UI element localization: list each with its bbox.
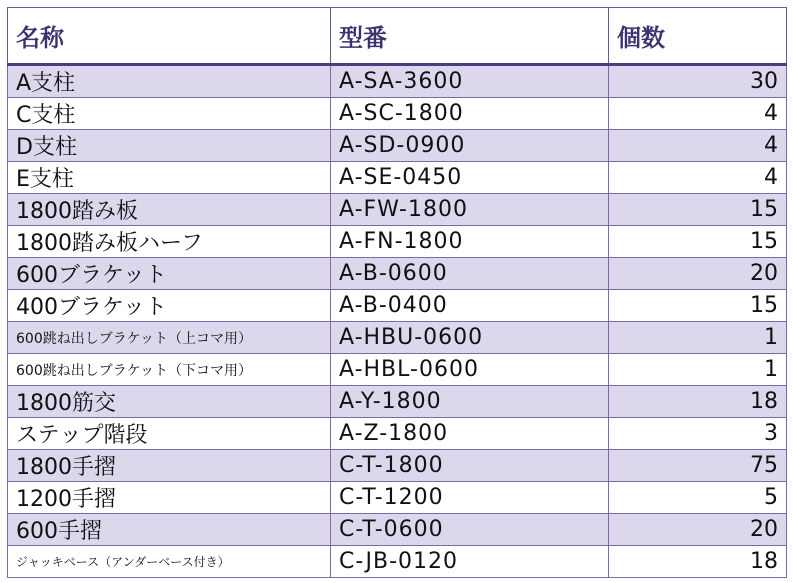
cell-qty: 15	[609, 226, 787, 258]
cell-name: 1800手摺	[8, 450, 331, 482]
cell-model: A-SD-0900	[331, 130, 609, 162]
cell-qty: 20	[609, 514, 787, 546]
cell-qty: 20	[609, 258, 787, 290]
table-row	[8, 65, 787, 98]
cell-model: A-SA-3600	[331, 65, 609, 98]
cell-qty: 18	[609, 386, 787, 418]
header-row	[8, 8, 787, 65]
table-row	[8, 258, 787, 290]
cell-model: A-HBL-0600	[331, 354, 609, 386]
cell-model: C-T-1800	[331, 450, 609, 482]
cell-model: A-Z-1800	[331, 418, 609, 450]
cell-name: 600跳ね出しブラケット（上コマ用）	[8, 322, 331, 354]
cell-name: 1800筋交	[8, 386, 331, 418]
cell-model: A-FN-1800	[331, 226, 609, 258]
cell-name: 400ブラケット	[8, 290, 331, 322]
cell-model: A-SE-0450	[331, 162, 609, 194]
table-row	[8, 194, 787, 226]
table-row	[8, 130, 787, 162]
parts-table	[7, 7, 787, 578]
cell-qty: 18	[609, 546, 787, 578]
table-row	[8, 450, 787, 482]
cell-name: 1200手摺	[8, 482, 331, 514]
table-row	[8, 290, 787, 322]
table-row	[8, 226, 787, 258]
cell-qty: 1	[609, 354, 787, 386]
cell-model: A-B-0400	[331, 290, 609, 322]
cell-name: 1800踏み板ハーフ	[8, 226, 331, 258]
cell-name: 600跳ね出しブラケット（下コマ用）	[8, 354, 331, 386]
cell-qty: 15	[609, 290, 787, 322]
cell-qty: 15	[609, 194, 787, 226]
cell-qty: 4	[609, 162, 787, 194]
cell-name: C支柱	[8, 98, 331, 130]
cell-name: ジャッキベース（アンダーベース付き）	[8, 546, 331, 578]
cell-qty: 4	[609, 98, 787, 130]
cell-model: A-B-0600	[331, 258, 609, 290]
table-row	[8, 354, 787, 386]
cell-name: 600ブラケット	[8, 258, 331, 290]
cell-model: C-T-0600	[331, 514, 609, 546]
table-row	[8, 418, 787, 450]
cell-model: A-HBU-0600	[331, 322, 609, 354]
cell-model: C-T-1200	[331, 482, 609, 514]
cell-name: 1800踏み板	[8, 194, 331, 226]
cell-qty: 4	[609, 130, 787, 162]
cell-qty: 5	[609, 482, 787, 514]
column-header-model: 型番	[331, 8, 609, 65]
table-row	[8, 546, 787, 578]
table-row	[8, 482, 787, 514]
cell-model: C-JB-0120	[331, 546, 609, 578]
column-header-qty: 個数	[609, 8, 787, 65]
cell-model: A-Y-1800	[331, 386, 609, 418]
table-row	[8, 514, 787, 546]
table-row	[8, 322, 787, 354]
cell-name: 600手摺	[8, 514, 331, 546]
cell-qty: 3	[609, 418, 787, 450]
cell-name: ステップ階段	[8, 418, 331, 450]
cell-qty: 75	[609, 450, 787, 482]
cell-model: A-SC-1800	[331, 98, 609, 130]
cell-qty: 30	[609, 65, 787, 98]
cell-name: E支柱	[8, 162, 331, 194]
cell-model: A-FW-1800	[331, 194, 609, 226]
table-row	[8, 162, 787, 194]
column-header-name: 名称	[8, 8, 331, 65]
cell-name: D支柱	[8, 130, 331, 162]
cell-name: A支柱	[8, 65, 331, 98]
table-row	[8, 98, 787, 130]
table-row	[8, 386, 787, 418]
cell-qty: 1	[609, 322, 787, 354]
